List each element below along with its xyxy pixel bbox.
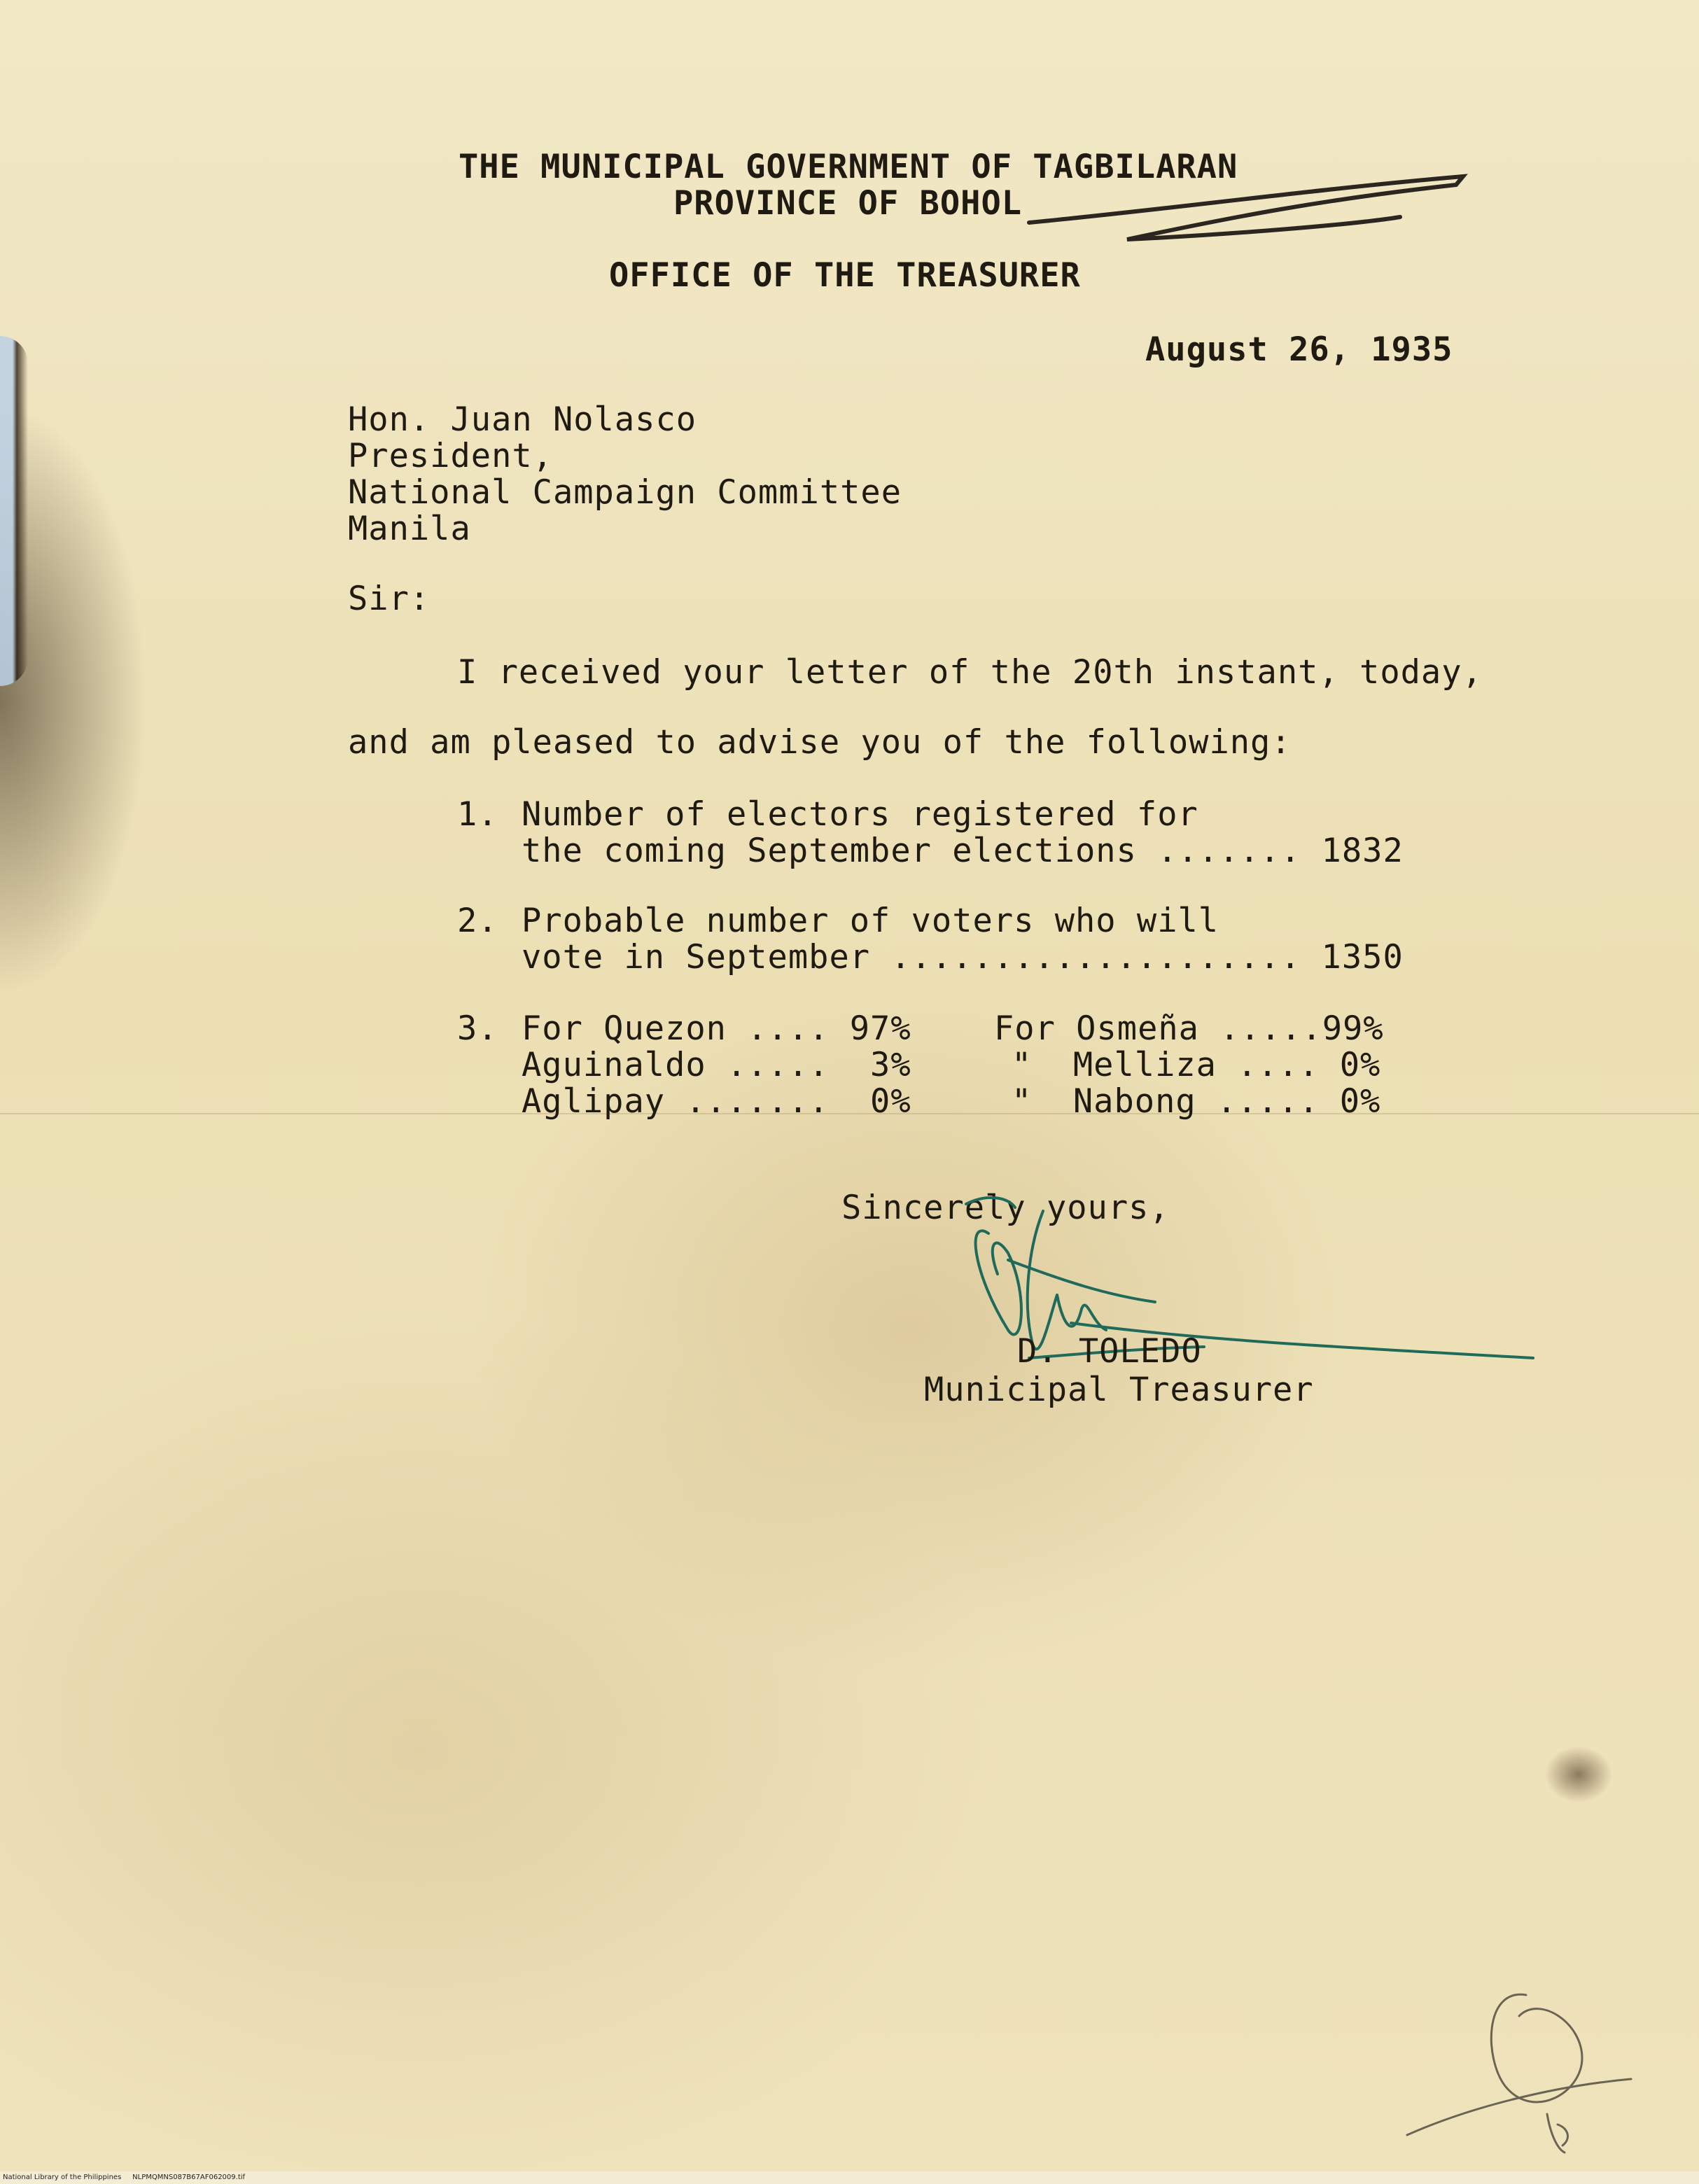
- aglipay-percent: Aglipay ....... 0%: [522, 1082, 911, 1121]
- pencil-stroke-mark: [1022, 168, 1470, 252]
- item-line-2: vote in September .................... 1350: [522, 938, 1404, 976]
- recipient-name: Hon. Juan Nolasco: [348, 400, 697, 439]
- body-line-2: and am pleased to advise you of the following:: [348, 723, 1292, 762]
- aguinaldo-percent: Aguinaldo ..... 3%: [522, 1046, 911, 1084]
- archive-footer: National Library of the Philippines NLPMQMNS087B67AF062009.tif: [0, 2171, 1699, 2184]
- closing: Sincerely yours,: [841, 1189, 1170, 1227]
- melliza-percent: " Melliza .... 0%: [1012, 1046, 1381, 1084]
- item-number: 2.: [457, 902, 498, 940]
- signer-title: Municipal Treasurer: [924, 1371, 1314, 1409]
- recipient-city: Manila: [348, 510, 471, 548]
- quezon-percent: For Quezon .... 97%: [522, 1009, 911, 1048]
- salutation: Sir:: [348, 580, 431, 618]
- letter-date: August 26, 1935: [1145, 330, 1453, 369]
- letterhead-line2: PROVINCE OF BOHOL: [673, 184, 1023, 223]
- signer-name: D. TOLEDO: [1017, 1332, 1202, 1371]
- item-line-1: Number of electors registered for: [522, 795, 1198, 834]
- item-line-1: Probable number of voters who will: [522, 902, 1219, 940]
- pencil-initials: [1400, 1974, 1638, 2156]
- body-line-1: I received your letter of the 20th instant, today,: [457, 653, 1483, 692]
- letterhead-line1: THE MUNICIPAL GOVERNMENT OF TAGBILARAN: [459, 148, 1238, 186]
- item-number: 3.: [457, 1009, 498, 1048]
- item-line-2: the coming September elections ....... 1832: [522, 832, 1404, 870]
- burn-damage: [0, 336, 28, 686]
- recipient-organization: National Campaign Committee: [348, 473, 902, 512]
- recipient-title: President,: [348, 437, 553, 475]
- office-name: OFFICE OF THE TREASURER: [609, 256, 1081, 295]
- item-number: 1.: [457, 795, 498, 834]
- nabong-percent: " Nabong ..... 0%: [1012, 1082, 1381, 1121]
- osmena-percent: For Osmeña .....99%: [994, 1009, 1384, 1048]
